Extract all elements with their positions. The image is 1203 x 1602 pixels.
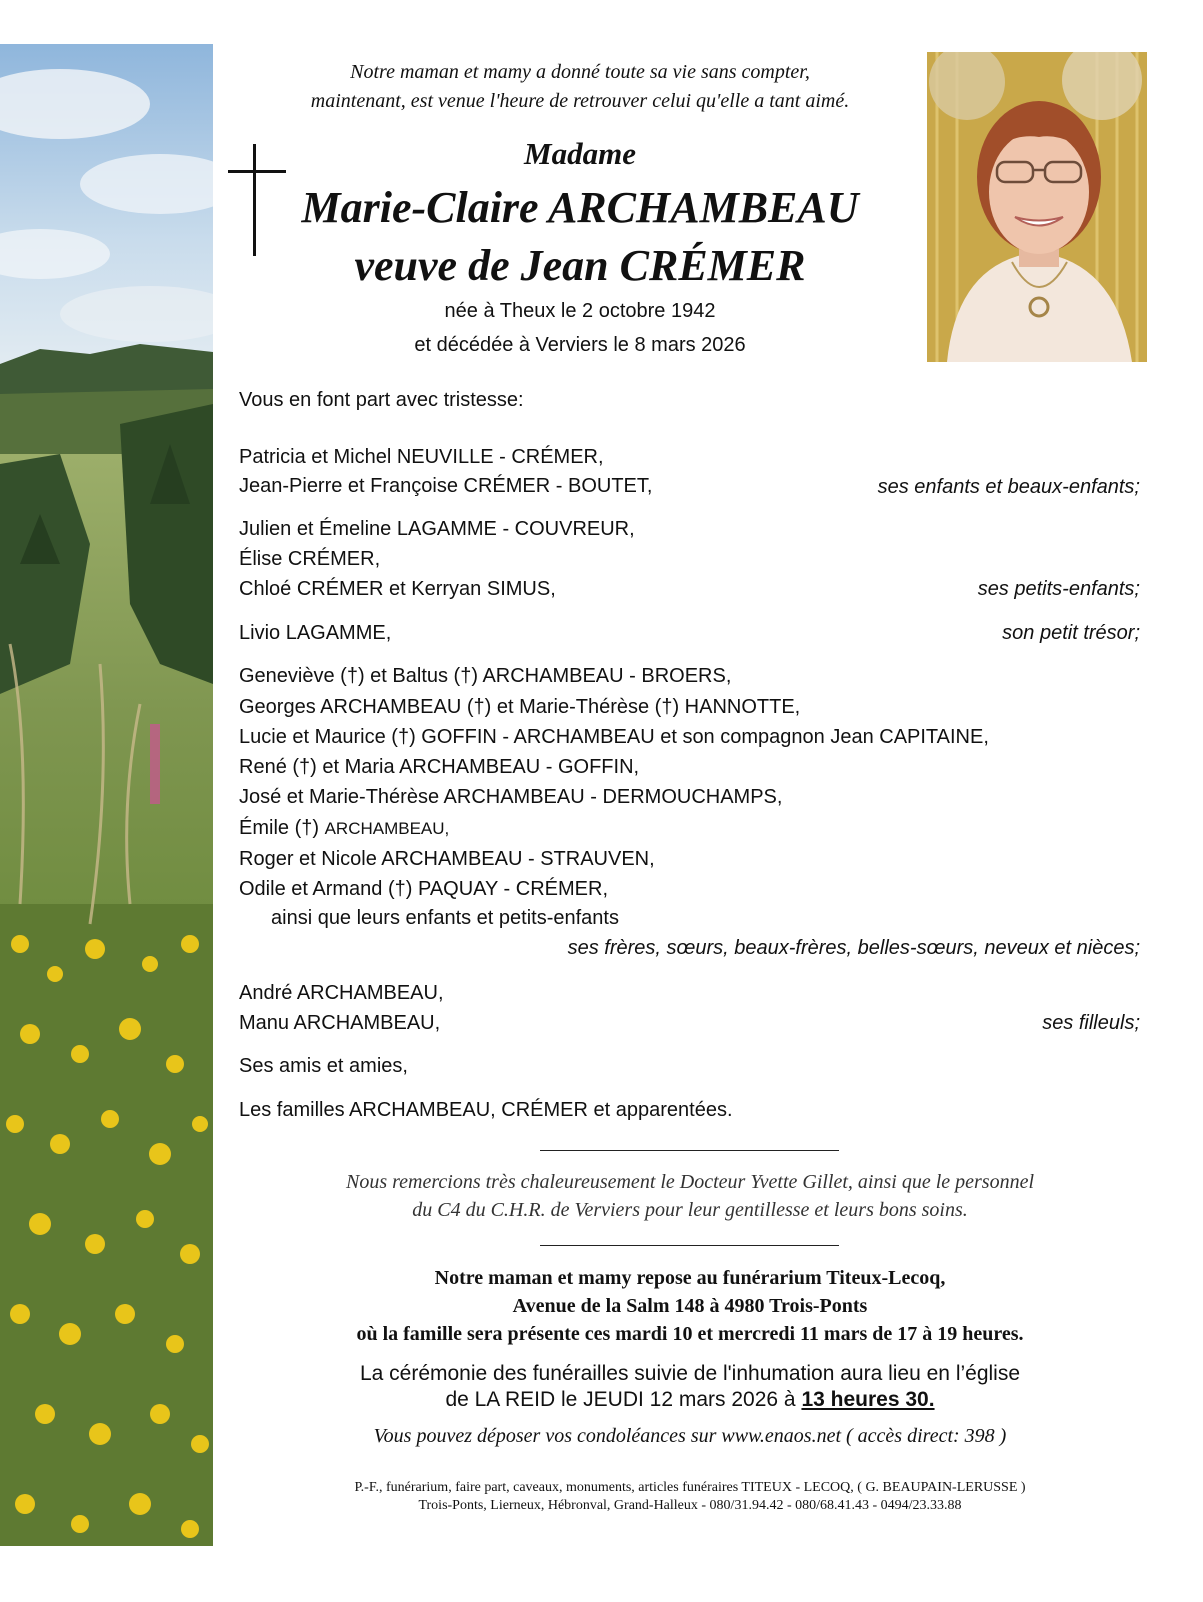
list-item: ainsi que leurs enfants et petits-enfants: [271, 907, 619, 929]
portrait-photo: [927, 52, 1147, 362]
funerarium-line-1: Notre maman et mamy repose au funérarium Titeux-Lecoq,: [434, 1267, 946, 1289]
intro-line-1: Notre maman et mamy a donné toute sa vie sans compter,: [350, 61, 810, 83]
list-item: Roger et Nicole ARCHAMBEAU - STRAUVEN,: [239, 848, 655, 870]
list-item: Jean-Pierre et Françoise CRÉMER - BOUTET,: [239, 475, 653, 497]
relation-label: ses petits-enfants;: [977, 578, 1140, 600]
relation-label: son petit trésor;: [1002, 622, 1140, 644]
list-item: Geneviève (†) et Baltus (†) ARCHAMBEAU - BROERS,: [239, 665, 732, 687]
list-item: Livio LAGAMME,: [239, 622, 392, 644]
announcement: Vous en font part avec tristesse:: [239, 389, 524, 411]
intro-line-2: maintenant, est venue l'heure de retrouver celui qu'elle a tant aimé.: [310, 90, 850, 112]
list-item: Lucie et Maurice (†) GOFFIN - ARCHAMBEAU et son compagnon Jean CAPITAINE,: [239, 726, 989, 748]
thanks-line-1: Nous remercions très chaleureusement le Docteur Yvette Gillet, ainsi que le personnel: [345, 1171, 1035, 1193]
list-item: Odile et Armand (†) PAQUAY - CRÉMER,: [239, 878, 608, 900]
footer-block: [240, 1479, 1140, 1515]
list-item: Manu ARCHAMBEAU,: [239, 1012, 441, 1034]
funerarium-block: [240, 1264, 1140, 1348]
ceremony-block: [240, 1361, 1140, 1413]
list-item: Élise CRÉMER,: [239, 548, 381, 570]
list-item: Julien et Émeline LAGAMME - COUVREUR,: [239, 518, 635, 540]
list-item: Chloé CRÉMER et Kerryan SIMUS,: [239, 578, 556, 600]
list-item: Georges ARCHAMBEAU (†) et Marie-Thérèse (†) HANNOTTE,: [239, 696, 801, 718]
ceremony-time: 13 heures 30.: [801, 1388, 935, 1411]
ceremony-line-2: [240, 1387, 1140, 1413]
families-line: Les familles ARCHAMBEAU, CRÉMER et apparentées.: [239, 1099, 733, 1121]
list-item: [239, 817, 449, 840]
condolences-line: Vous pouvez déposer vos condoléances sur www.enaos.net ( accès direct: 398 ): [373, 1425, 1007, 1447]
deceased-name: Marie-Claire ARCHAMBEAU: [301, 183, 859, 232]
ceremony-line-1: La cérémonie des funérailles suivie de l'inhumation aura lieu en l’église: [359, 1362, 1021, 1385]
list-item: Patricia et Michel NEUVILLE - CRÉMER,: [239, 446, 604, 468]
relation-label: ses enfants et beaux-enfants;: [877, 476, 1140, 498]
thanks-block: [240, 1168, 1140, 1224]
list-item: René (†) et Maria ARCHAMBEAU - GOFFIN,: [239, 756, 640, 778]
footer-line-2: Trois-Ponts, Lierneux, Hébronval, Grand-Halleux - 080/31.94.42 - 080/68.41.43 - 0494/23.33.88: [418, 1498, 962, 1513]
widow-of: veuve de Jean CRÉMER: [354, 241, 806, 290]
landscape-photo: [0, 44, 213, 1546]
list-item: José et Marie-Thérèse ARCHAMBEAU - DERMOUCHAMPS,: [239, 786, 783, 808]
death-info: et décédée à Verviers le 8 mars 2026: [414, 334, 746, 356]
divider: [540, 1150, 839, 1151]
ceremony-date: de LA REID le JEUDI 12 mars 2026 à: [445, 1388, 802, 1411]
divider: [540, 1245, 839, 1246]
relation-label: ses frères, sœurs, beaux-frères, belles-sœurs, neveux et nièces;: [567, 937, 1140, 959]
list-item: André ARCHAMBEAU,: [239, 982, 444, 1004]
funerarium-line-2: Avenue de la Salm 148 à 4980 Trois-Ponts: [512, 1295, 868, 1317]
friends-line: Ses amis et amies,: [239, 1055, 408, 1077]
emile-name: ARCHAMBEAU,: [324, 819, 450, 838]
relation-label: ses filleuls;: [1042, 1012, 1140, 1034]
funerarium-line-3: où la famille sera présente ces mardi 10 et mercredi 11 mars de 17 à 19 heures.: [356, 1323, 1024, 1345]
thanks-line-2: du C4 du C.H.R. de Verviers pour leur gentillesse et leurs bons soins.: [412, 1199, 968, 1221]
footer-line-1: P.-F., funérarium, faire part, caveaux, monuments, articles funéraires TITEUX - LECOQ, ( G. BEAUPAIN-LERUSSE ): [354, 1480, 1026, 1495]
honorific: Madame: [524, 136, 636, 171]
birth-info: née à Theux le 2 octobre 1942: [444, 300, 716, 322]
emile-prefix: Émile (†): [239, 817, 325, 839]
